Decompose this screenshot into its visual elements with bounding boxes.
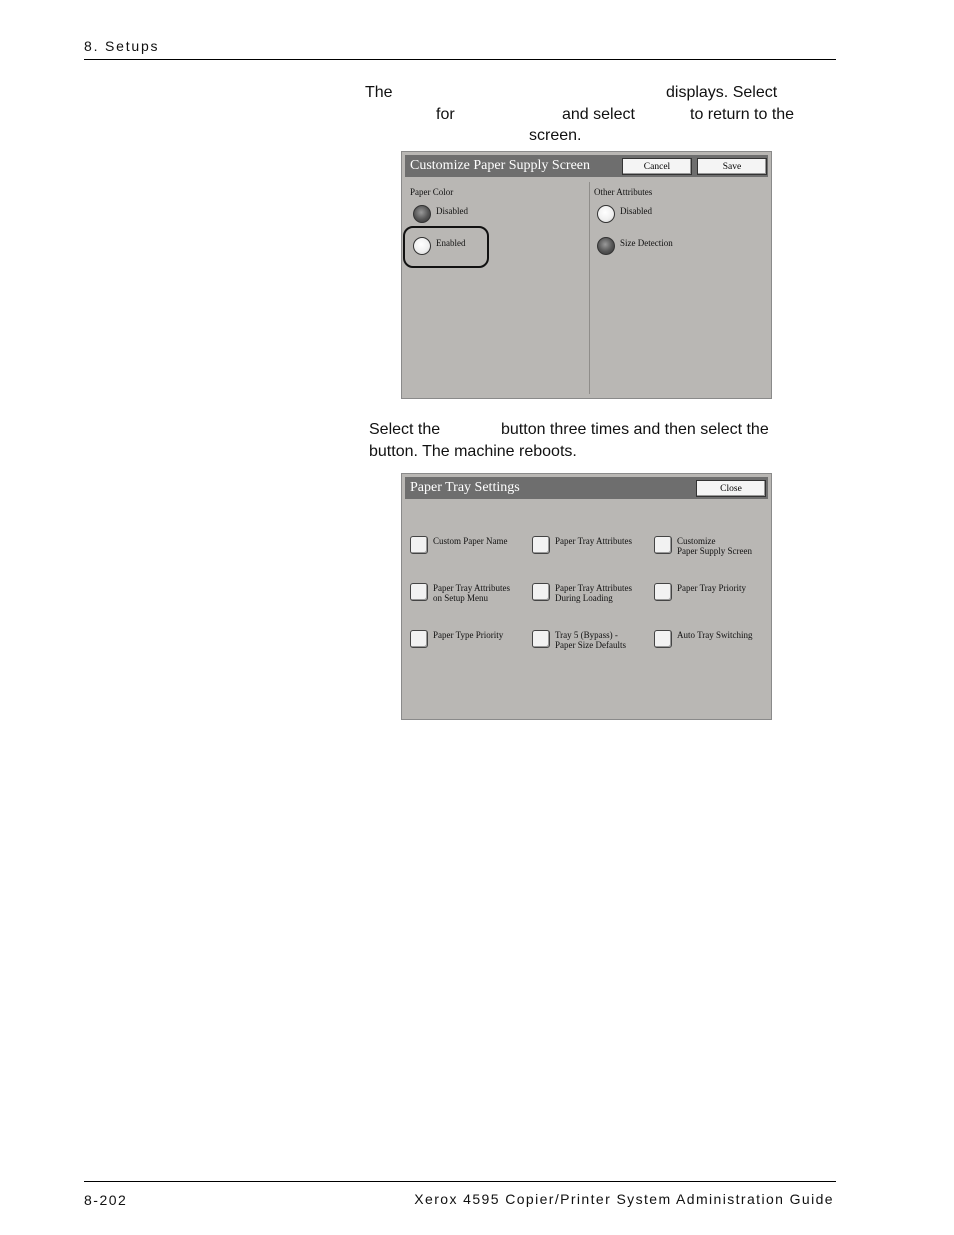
header-rule [84, 59, 836, 60]
footer-rule [84, 1181, 836, 1182]
para2-line2: button. The machine reboots. [369, 443, 577, 460]
size-detection-radio[interactable] [597, 237, 615, 255]
other-attributes-disabled-radio[interactable] [597, 205, 615, 223]
paper-color-enabled-label: Enabled [436, 238, 466, 248]
para2-line1b: button three times and then select the [501, 421, 769, 438]
custom-paper-name-button[interactable] [410, 536, 428, 554]
paper-tray-attributes-label: Paper Tray Attributes [555, 536, 633, 546]
paper-type-priority-label: Paper Type Priority [433, 630, 504, 640]
custom-paper-name-label: Custom Paper Name [433, 536, 508, 546]
paper-tray-attributes-button[interactable] [532, 536, 550, 554]
para1-line1b: displays. Select [666, 84, 778, 101]
customize-paper-supply-screenshot [401, 151, 772, 399]
paper-color-disabled-radio[interactable] [413, 205, 431, 223]
customize-paper-supply-screen-button[interactable] [654, 536, 672, 554]
auto-tray-switching-label: Auto Tray Switching [677, 630, 753, 640]
other-attributes-label: Other Attributes [594, 187, 653, 197]
page-number: 8-202 [84, 1192, 128, 1208]
customize-paper-supply-screen-label: Customize Paper Supply Screen [677, 536, 752, 556]
save-button[interactable]: Save [697, 158, 767, 175]
para1-line2c: to return to the [690, 106, 795, 123]
close-button[interactable]: Close [696, 480, 766, 497]
para1-line1a: The [365, 84, 393, 101]
screen1-title: Customize Paper Supply Screen [405, 155, 768, 177]
auto-tray-switching-button[interactable] [654, 630, 672, 648]
para1-line3: screen. [529, 127, 582, 144]
other-attributes-disabled-label: Disabled [620, 206, 652, 216]
tray5-bypass-defaults-button[interactable] [532, 630, 550, 648]
panel-divider [589, 182, 590, 394]
para1-line2a: for [436, 106, 455, 123]
paper-tray-attributes-during-loading-button[interactable] [532, 583, 550, 601]
para2-line1a: Select the [369, 421, 441, 438]
screen2-title: Paper Tray Settings [405, 477, 768, 499]
paper-tray-settings-screenshot [401, 473, 772, 720]
guide-title: Xerox 4595 Copier/Printer System Administration Guide [414, 1191, 834, 1207]
size-detection-label: Size Detection [620, 238, 673, 248]
paper-tray-priority-button[interactable] [654, 583, 672, 601]
paper-tray-attributes-during-loading-label: Paper Tray Attributes During Loading [555, 583, 633, 603]
paper-tray-attributes-setup-menu-label: Paper Tray Attributes on Setup Menu [433, 583, 511, 603]
paper-tray-priority-label: Paper Tray Priority [677, 583, 747, 593]
cancel-button[interactable]: Cancel [622, 158, 692, 175]
enabled-highlight-circle [403, 226, 489, 268]
para1-line2b: and select [562, 106, 635, 123]
section-header: 8. Setups [84, 38, 160, 54]
paper-color-label: Paper Color [410, 187, 454, 197]
tray5-bypass-defaults-label: Tray 5 (Bypass) - Paper Size Defaults [555, 630, 626, 650]
paper-tray-attributes-setup-menu-button[interactable] [410, 583, 428, 601]
paper-color-disabled-label: Disabled [436, 206, 468, 216]
paper-type-priority-button[interactable] [410, 630, 428, 648]
